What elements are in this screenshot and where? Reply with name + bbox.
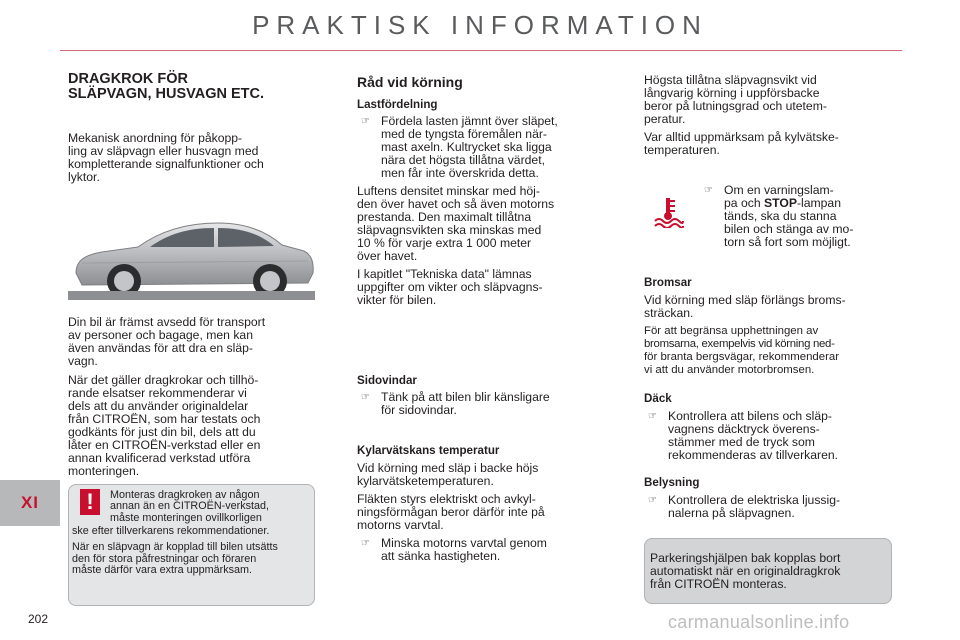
text-line: för sidovindar. xyxy=(381,403,457,417)
text-line: automatiskt när en originaldragkrok xyxy=(650,564,841,578)
warning-text-indented xyxy=(110,490,310,524)
text-line: kylarvätsketemperaturen. xyxy=(357,474,494,488)
text-line: I kapitlet "Tekniska data" lämnas xyxy=(357,267,532,281)
column-2 xyxy=(357,74,604,307)
text-line: Högsta tillåtna släpvagnsvikt vid xyxy=(644,73,817,87)
section-heading-driving: Råd vid körning xyxy=(357,74,463,90)
text-line: Om en varningslam- xyxy=(724,183,834,197)
text-line: motorns varvtal. xyxy=(357,518,444,532)
section-heading-line2: SLÄPVAGN, HUSVAGN ETC. xyxy=(68,86,265,102)
warning-text-full xyxy=(72,526,310,577)
text-line: med de tyngsta föremålen när- xyxy=(381,127,547,141)
text-line: bilen och stänga av mo- xyxy=(724,222,854,236)
text-line: vagn. xyxy=(68,354,98,368)
intro-paragraph xyxy=(68,132,315,184)
text-line: Minska motorns varvtal genom xyxy=(381,536,547,550)
stop-label: STOP xyxy=(763,196,797,210)
text-line: över havet. xyxy=(357,249,418,263)
bullet-crosswind xyxy=(357,391,604,417)
warning-line: När en släpvagn är kopplad till bilen utsätts xyxy=(72,541,278,554)
text-line: monteringen. xyxy=(68,464,140,478)
chapter-tab xyxy=(0,480,60,526)
intro-line: kompletterande signalfunktioner och xyxy=(68,157,264,171)
intro-line: Mekanisk anordning för påkopp- xyxy=(68,131,243,145)
text-line: men får inte överskrida detta. xyxy=(381,166,539,180)
text-line: vagnens däcktryck överens- xyxy=(668,422,820,436)
text-line: peratur. xyxy=(644,112,686,126)
parking-note-text xyxy=(650,552,888,591)
text-line: Vid körning med släp förlängs broms- xyxy=(644,293,846,307)
warning-line: måste monteringen ovillkorligen xyxy=(110,511,262,524)
text-line: nalerna på släpvagnen. xyxy=(668,506,795,520)
text-line: ningsförmågan beror därför inte på xyxy=(357,505,545,519)
text-fragment: -lampan xyxy=(796,196,841,210)
text-fragment: pa och xyxy=(724,196,764,210)
warning-line: annan än en CITROËN-verkstad, xyxy=(110,500,270,513)
text-line: av personer och bagage, men kan xyxy=(68,328,253,342)
text-line: Din bil är främst avsedd för transport xyxy=(68,315,266,329)
subheading-load: Lastfördelning xyxy=(357,98,438,111)
bullet-lights xyxy=(644,494,892,520)
intro-line: lyktor. xyxy=(68,170,100,184)
text-line: tänds, ska du stanna xyxy=(724,209,837,223)
text-line: från CITROËN, som har testats och xyxy=(68,412,261,426)
text-line: nära det högsta tillåtna värdet, xyxy=(381,153,545,167)
subheading-coolant: Kylarvätskans temperatur xyxy=(357,444,500,457)
text-line: uppgifter om vikter och släpvagns- xyxy=(357,280,543,294)
pointing-hand-icon: ☞ xyxy=(704,185,713,196)
text-line: långvarig körning i uppförsbacke xyxy=(644,86,820,100)
pointing-hand-icon: ☞ xyxy=(361,392,370,403)
bullet-load xyxy=(357,115,604,180)
text-line: När det gäller dragkrokar och tillhö- xyxy=(68,373,259,387)
text-line: bromsarna, exempelvis vid körning ned- xyxy=(644,338,835,350)
car-ground-bar xyxy=(68,291,315,300)
section-heading-line1: DRAGKROK FÖR xyxy=(68,71,189,87)
pointing-hand-icon: ☞ xyxy=(648,411,657,422)
text-line: godkänts för just din bil, dels att du xyxy=(68,425,256,439)
subheading-tyres: Däck xyxy=(644,392,672,405)
stop-warning-bullet xyxy=(700,184,892,249)
text-line: den över havet och så även motorns xyxy=(357,197,555,211)
text-line: beror på lutningsgrad och utetem- xyxy=(644,99,827,113)
intro-line: ling av släpvagn eller husvagn med xyxy=(68,144,259,158)
page-number: 202 xyxy=(28,612,49,626)
text-line: sträckan. xyxy=(644,306,694,320)
text-line: Fördela lasten jämnt över släpet, xyxy=(381,114,558,128)
text-line: från CITROËN monteras. xyxy=(650,577,787,591)
coolant-temperature-icon xyxy=(652,196,684,228)
text-line: låter en CITROËN-verkstad eller en xyxy=(68,438,261,452)
text-line: För att begränsa upphettningen av xyxy=(644,325,819,337)
text-line: att sänka hastigheten. xyxy=(381,549,501,563)
text-line: temperaturen. xyxy=(644,143,720,157)
car-side-view-illustration xyxy=(68,203,315,300)
warning-line: måste därför vara extra uppmärksam. xyxy=(72,564,253,577)
column-3-top xyxy=(644,74,892,157)
text-line: för branta bergsvägar, rekommenderar xyxy=(644,351,840,363)
section-brakes xyxy=(644,276,892,377)
paragraph-transport xyxy=(68,316,315,478)
text-line: vikter för bilen. xyxy=(357,293,437,307)
pointing-hand-icon: ☞ xyxy=(361,538,370,549)
text-line: Parkeringshjälpen bak kopplas bort xyxy=(650,551,841,565)
text-line: mast axeln. Kultrycket ska ligga xyxy=(381,140,552,154)
text-line: vi att du använder motorbromsen. xyxy=(644,364,815,376)
text-line: dels att du använder originaldelar xyxy=(68,399,249,413)
section-lights xyxy=(644,476,892,520)
section-tyres xyxy=(644,392,892,462)
text-line: 10 % för varje extra 1 000 meter xyxy=(357,236,532,250)
watermark: carmanualsonline.info xyxy=(668,612,850,632)
text-line: Fläkten styrs elektriskt och avkyl- xyxy=(357,492,536,506)
text-line: Var alltid uppmärksam på kylvätske- xyxy=(644,130,839,144)
text-line: rekommenderas av tillverkaren. xyxy=(668,448,839,462)
text-line: Kontrollera att bilens och släp- xyxy=(668,409,832,423)
text-line: stämmer med de tryck som xyxy=(668,435,815,449)
text-line: annan kvalificerad verkstad utföra xyxy=(68,451,251,465)
text-line: släpvagnsvikten ska minskas med xyxy=(357,223,542,237)
subheading-brakes: Bromsar xyxy=(644,276,692,289)
warning-line: Monteras dragkroken av någon xyxy=(110,489,260,501)
subheading-lights: Belysning xyxy=(644,476,700,489)
text-line: torn så fort som möjligt. xyxy=(724,235,851,249)
text-line: Kontrollera de elektriska ljussig- xyxy=(668,493,841,507)
chapter-tab-label: XI xyxy=(20,493,40,512)
bullet-coolant xyxy=(357,537,604,563)
column-1-heading xyxy=(68,72,315,102)
text-line: Luftens densitet minskar med höj- xyxy=(357,184,540,198)
section-coolant xyxy=(357,444,604,563)
bullet-tyres xyxy=(644,410,892,462)
warning-line: ske efter tillverkarens rekommendationer. xyxy=(72,525,270,537)
text-line: Tänk på att bilen blir känsligare xyxy=(381,390,550,404)
text-line: även användas för att dra en släp- xyxy=(68,341,253,355)
page-header-title: PRAKTISK INFORMATION xyxy=(252,10,708,40)
subheading-crosswind: Sidovindar xyxy=(357,374,417,387)
text-line: rande elsatser rekommenderar vi xyxy=(68,386,247,400)
warning-line: den för stora påfrestningar och föraren xyxy=(72,552,257,565)
section-crosswind xyxy=(357,374,604,417)
header-rule xyxy=(60,50,902,51)
bullet-stop xyxy=(700,184,892,249)
text-line: prestanda. Den maximalt tillåtna xyxy=(357,210,532,224)
text-line: Vid körning med släp i backe höjs xyxy=(357,461,539,475)
pointing-hand-icon: ☞ xyxy=(361,116,370,127)
warning-exclamation-icon: ! xyxy=(80,489,100,515)
pointing-hand-icon: ☞ xyxy=(648,495,657,506)
